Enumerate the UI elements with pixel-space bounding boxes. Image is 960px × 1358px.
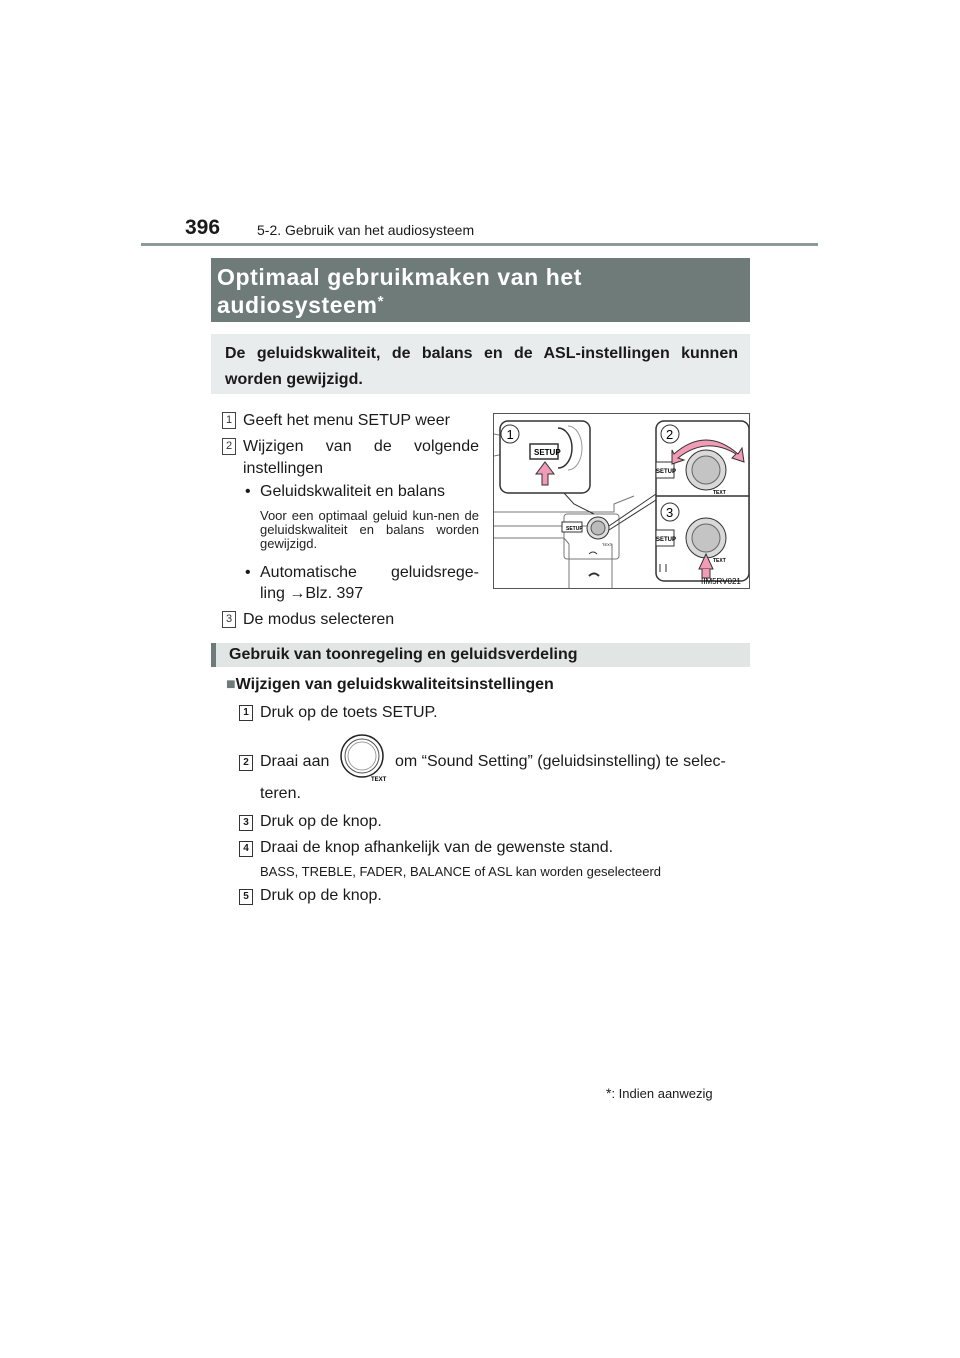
figure-code: IIM5RV021 bbox=[701, 577, 741, 586]
bullet-text-2-line-2 bbox=[260, 583, 363, 604]
figure-callout-1: 1 bbox=[506, 427, 514, 442]
audio-panel-drawing bbox=[494, 414, 749, 588]
footnote-mark: * bbox=[606, 1085, 612, 1101]
step-number-1: 1 bbox=[239, 705, 253, 721]
bullet-dot-1: • bbox=[245, 483, 251, 500]
step-number-2: 2 bbox=[239, 755, 253, 771]
callout-number-2 bbox=[222, 438, 236, 455]
intro-box: De geluidskwaliteit, de balans en de ASL-instellingen kunnen worden gewijzigd. bbox=[211, 334, 750, 394]
bullet-text-2-line-1: Automatische geluidsrege- bbox=[260, 564, 479, 581]
setup-label-small: SETUP bbox=[566, 526, 583, 532]
text-label-top: TEXT bbox=[713, 490, 726, 496]
title-line-2 bbox=[217, 291, 750, 319]
page-reference-link[interactable]: Blz. 397 bbox=[305, 585, 364, 602]
text-label-panel: TEXT bbox=[602, 542, 613, 547]
bullet-text-2-prefix: ling bbox=[260, 585, 290, 602]
step-number-3: 3 bbox=[239, 815, 253, 831]
header-divider bbox=[141, 243, 818, 246]
procedure-heading bbox=[226, 676, 554, 694]
title-line-2-text: audiosysteem bbox=[217, 292, 378, 318]
knob-icon-svg bbox=[338, 733, 390, 783]
arrow-icon: → bbox=[289, 585, 306, 602]
bullet-note-1: Voor een optimaal geluid kun-nen de geluidskwaliteit en balans worden gewijzigd. bbox=[260, 508, 479, 551]
text-label-bottom: TEXT bbox=[713, 558, 726, 564]
step-text-2-after: om “Sound Setting” (geluidsinstelling) te selec- bbox=[395, 753, 726, 770]
section-reference: 5-2. Gebruik van het audiosysteem bbox=[257, 222, 475, 238]
title-line-1: Optimaal gebruikmaken van het bbox=[217, 264, 583, 290]
callout-text-1: Geeft het menu SETUP weer bbox=[243, 412, 450, 429]
setup-label-large: SETUP bbox=[534, 448, 561, 457]
square-bullet-icon: ■ bbox=[226, 676, 236, 693]
figure-callout-3: 3 bbox=[666, 505, 674, 520]
page-number: 396 bbox=[185, 216, 221, 239]
asterisk-mark: * bbox=[377, 293, 385, 310]
step-text-4: Draai de knop afhankelijk van de gewenste stand. bbox=[260, 839, 614, 856]
setup-label-2: SETUP bbox=[656, 469, 677, 475]
section-title bbox=[211, 258, 750, 322]
figure-callout-2: 2 bbox=[666, 427, 674, 442]
callout-text-2-line-1: Wijzigen van de volgende bbox=[243, 438, 479, 455]
knob-icon-label: TEXT bbox=[371, 777, 387, 783]
step-number-4: 4 bbox=[239, 841, 253, 857]
step-text-5: Druk op de knop. bbox=[260, 887, 382, 904]
step-text-2-before: Draai aan bbox=[260, 753, 330, 770]
audio-panel-illustration bbox=[493, 413, 750, 589]
step-note-4: BASS, TREBLE, FADER, BALANCE of ASL kan worden geselecteerd bbox=[260, 864, 662, 879]
step-text-3: Druk op de knop. bbox=[260, 813, 382, 830]
bullet-dot-2: • bbox=[245, 564, 251, 581]
footnote bbox=[606, 1085, 713, 1101]
callout-text-3: De modus selecteren bbox=[243, 611, 395, 628]
callout-number-3: 3 bbox=[222, 611, 236, 628]
knob-icon bbox=[338, 733, 390, 783]
callout-text-2-line-2: instellingen bbox=[243, 460, 324, 477]
step-number-5: 5 bbox=[239, 889, 253, 905]
callout-number-2-text: 2 bbox=[225, 440, 233, 452]
bullet-text-1: Geluidskwaliteit en balans bbox=[260, 483, 445, 500]
footnote-text: : Indien aanwezig bbox=[611, 1086, 713, 1101]
step-text-2-cont: teren. bbox=[260, 785, 301, 802]
callout-number-1: 1 bbox=[222, 412, 236, 429]
subsection-heading: Gebruik van toonregeling en geluidsverdeling bbox=[211, 643, 750, 667]
step-text-1: Druk op de toets SETUP. bbox=[260, 704, 438, 721]
procedure-heading-text: Wijzigen van geluidskwaliteitsinstellingen bbox=[235, 676, 554, 693]
setup-label-3: SETUP bbox=[656, 537, 677, 543]
